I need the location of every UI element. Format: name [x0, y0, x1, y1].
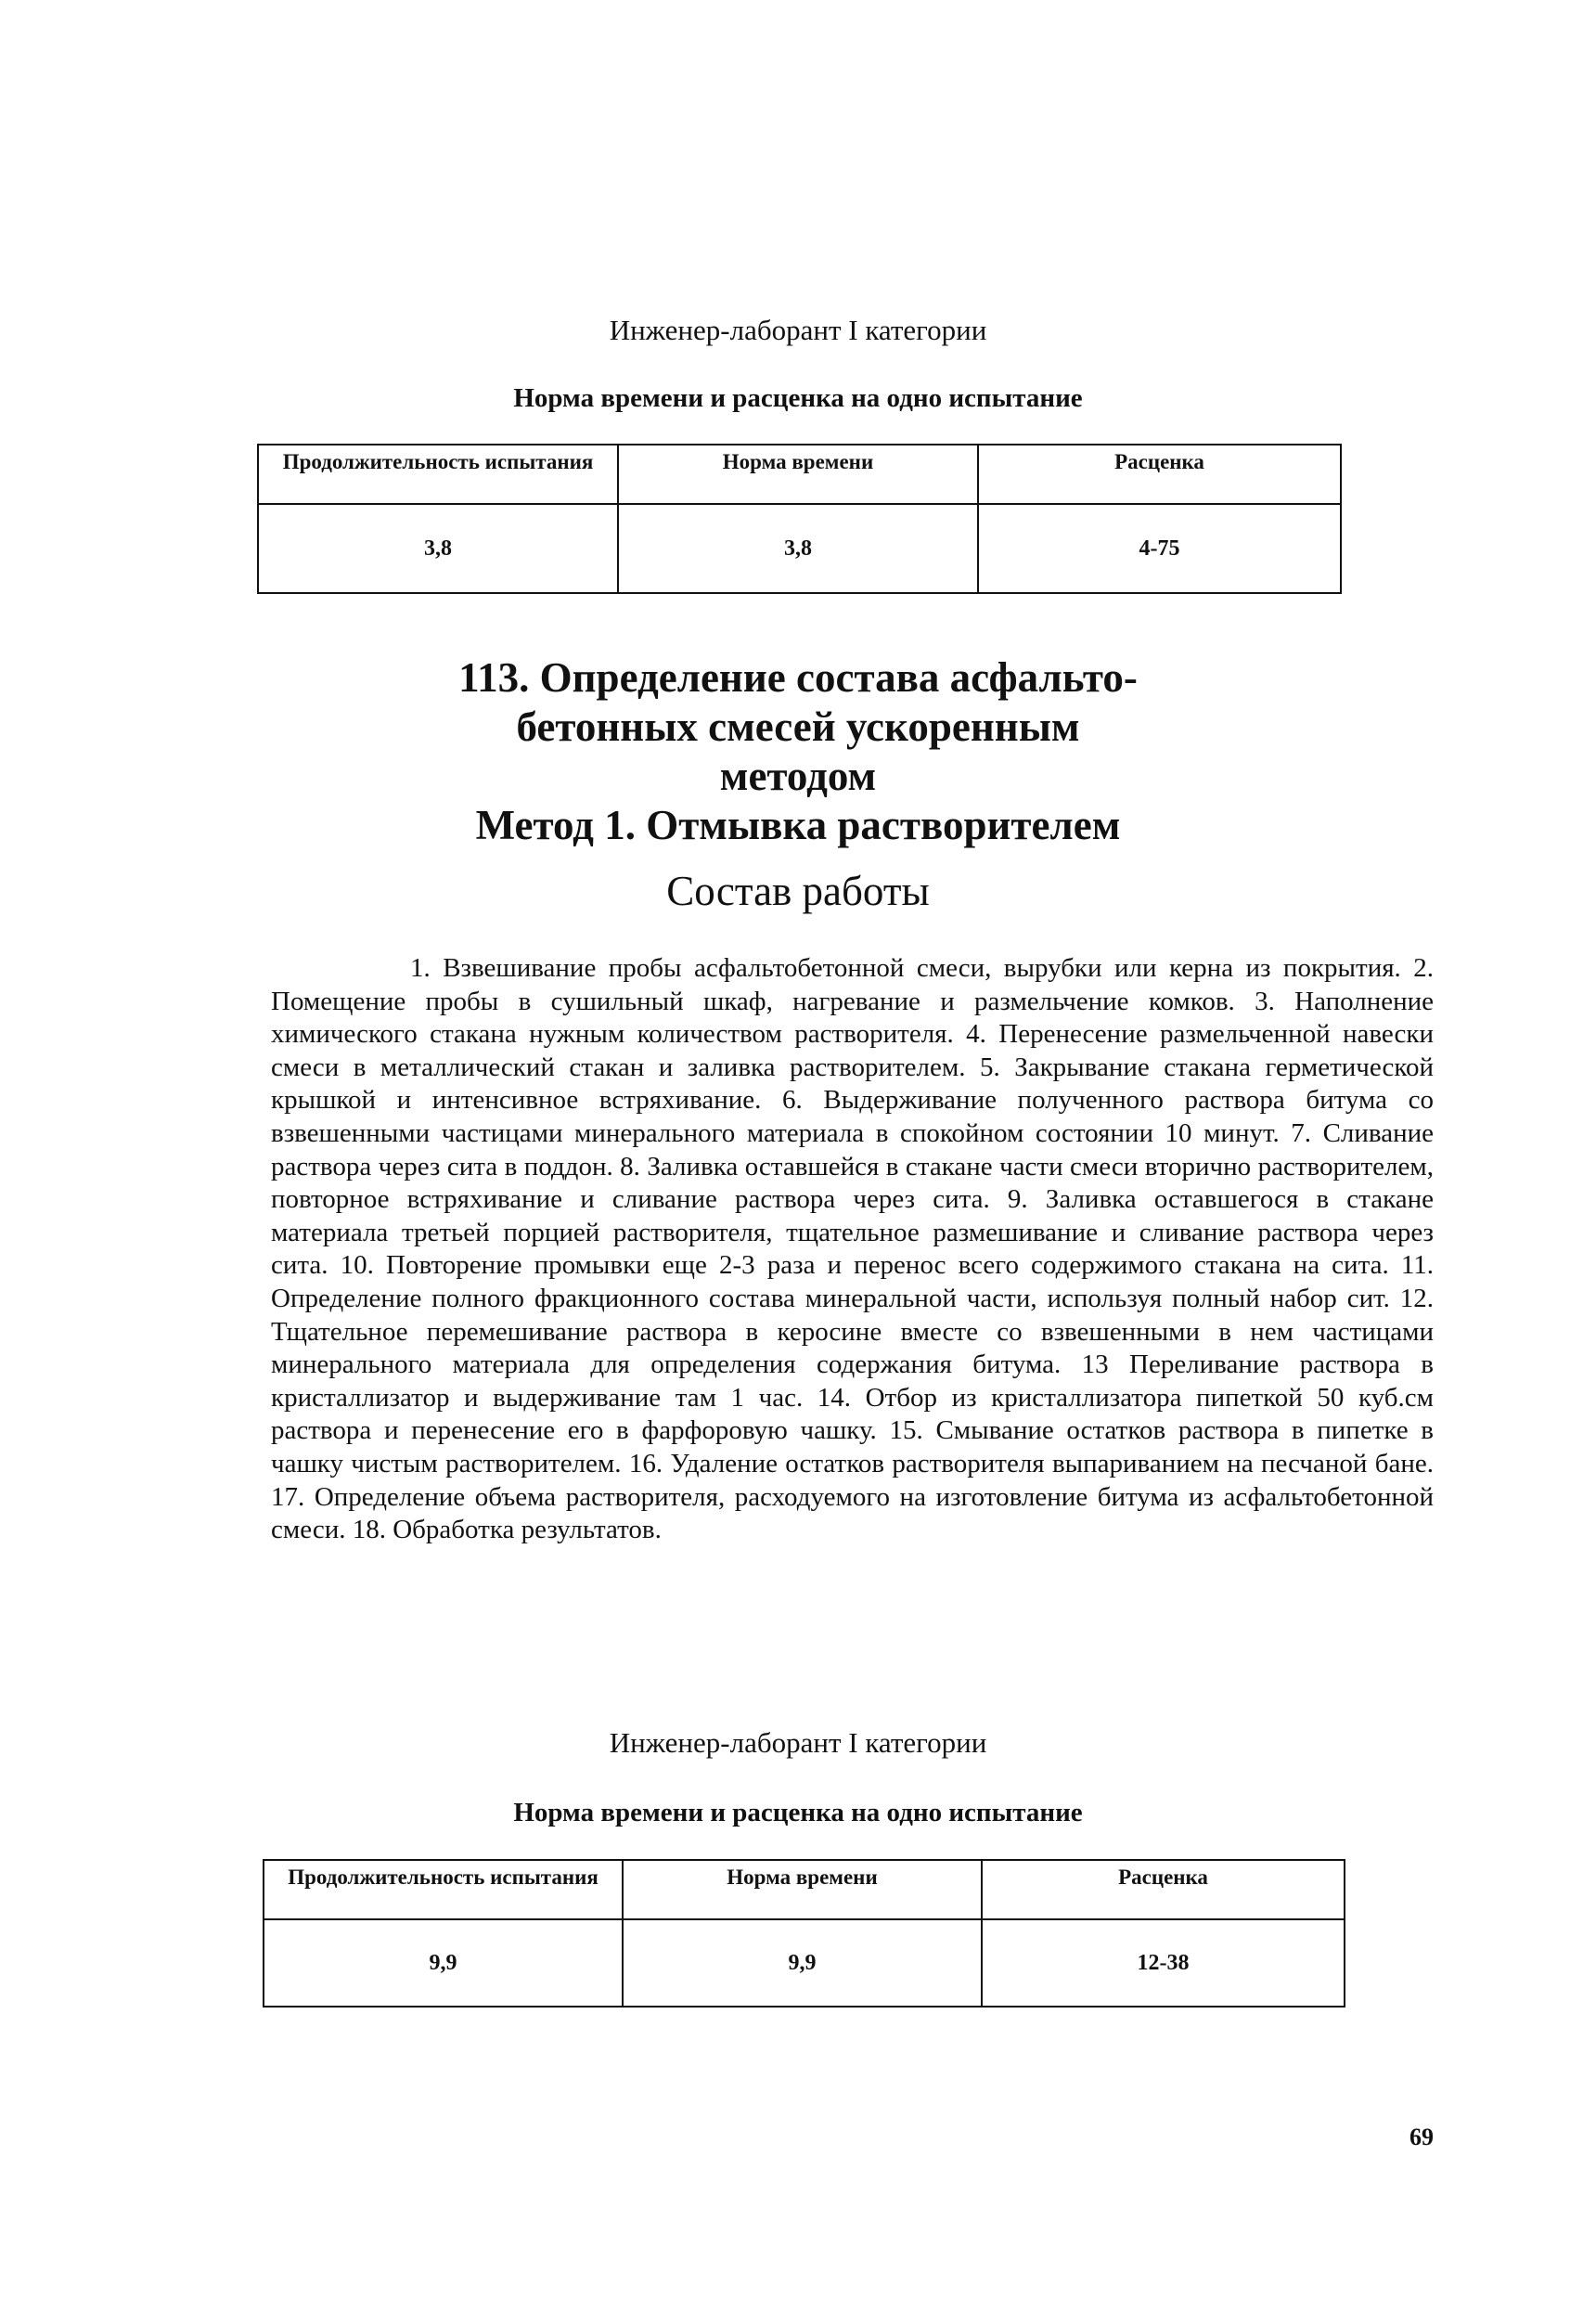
top-value-rate: 4-75 [978, 504, 1341, 593]
bottom-norm-title: Норма времени и расценка на одно испытание [513, 1798, 1083, 1827]
top-table-header-row [258, 445, 1341, 504]
work-composition-heading: Состав работы [666, 868, 930, 914]
section-heading [0, 653, 1596, 850]
top-table-value-row [258, 504, 1341, 593]
top-value-time-norm: 3,8 [618, 504, 978, 593]
page-number: 69 [1409, 2124, 1434, 2150]
bottom-value-rate: 12-38 [982, 1919, 1345, 2007]
top-header-rate: Расценка [978, 445, 1341, 504]
top-norm-title: Норма времени и расценка на одно испытание [513, 383, 1083, 413]
top-header-time-norm: Норма времени [618, 445, 978, 504]
bottom-header-time-norm: Норма времени [623, 1860, 982, 1919]
heading-line-3: методом [719, 753, 877, 799]
top-value-duration: 3,8 [258, 504, 618, 593]
bottom-value-duration: 9,9 [264, 1919, 623, 2007]
heading-line-1: 113. Определение состава асфальто- [458, 654, 1138, 701]
bottom-norm-table [263, 1859, 1345, 2008]
bottom-role-label: Инженер-лаборант I категории [609, 1726, 987, 1759]
bottom-table-value-row [264, 1919, 1345, 2007]
work-composition-text: 1. Взвешивание пробы асфальтобетонной смеси, вырубки или керна из покрытия. 2. Помещение пробы в сушильный шкаф, нагревание и размельчение комков. 3. Наполнение химического стакана нужным количеством растворителя. 4. Перенесение размельченной навески смеси в металлический стакан и заливка растворителем. 5. Закрывание стакана герметической крышкой и интенсивное встряхивание. 6. Выдерживание полученного раствора битума со взвешенными частицами минерального материала в спокойном состоянии 10 минут. 7. Сливание раствора через сита в поддон. 8. Заливка оставшейся в стакане части смеси вторично растворителем, повторное встряхивание и сливание раствора через сита. 9. Заливка оставшегося в стакане материала третьей порцией растворителя, тщательное размешивание и сливание раствора через сита. 10. Повторение промывки еще 2-3 раза и перенос всего содержимого стакана на сита. 11. Определение полного фракционного состава минеральной части, используя полный набор сит. 12. Тщательное перемешивание раствора в керосине вместе со взвешенными в нем частицами минерального материала для определения содержания битума. 13 Переливание раствора в кристаллизатор и выдерживание там 1 час. 14. Отбор из кристаллизатора пипеткой 50 куб.см раствора и перенесение его в фарфоровую чашку. 15. Смывание остатков раствора в пипетке в чашку чистым растворителем. 16. Удаление остатков растворителя выпариванием на песчаной бане. 17. Определение объема растворителя, расходуемого на изготовление битума из асфальтобетонной смеси. 18. Обработка результатов. [271, 953, 1434, 1545]
bottom-header-duration: Продолжительность испытания [264, 1860, 623, 1919]
bottom-header-rate: Расценка [982, 1860, 1345, 1919]
top-norm-table [257, 444, 1342, 594]
heading-line-2: бетонных смесей ускоренным [516, 704, 1080, 750]
bottom-value-time-norm: 9,9 [623, 1919, 982, 2007]
top-role-label: Инженер-лаборант I категории [609, 314, 987, 346]
top-header-duration: Продолжительность испытания [258, 445, 618, 504]
bottom-table-header-row [264, 1860, 1345, 1919]
heading-line-4: Метод 1. Отмывка растворителем [475, 802, 1121, 848]
